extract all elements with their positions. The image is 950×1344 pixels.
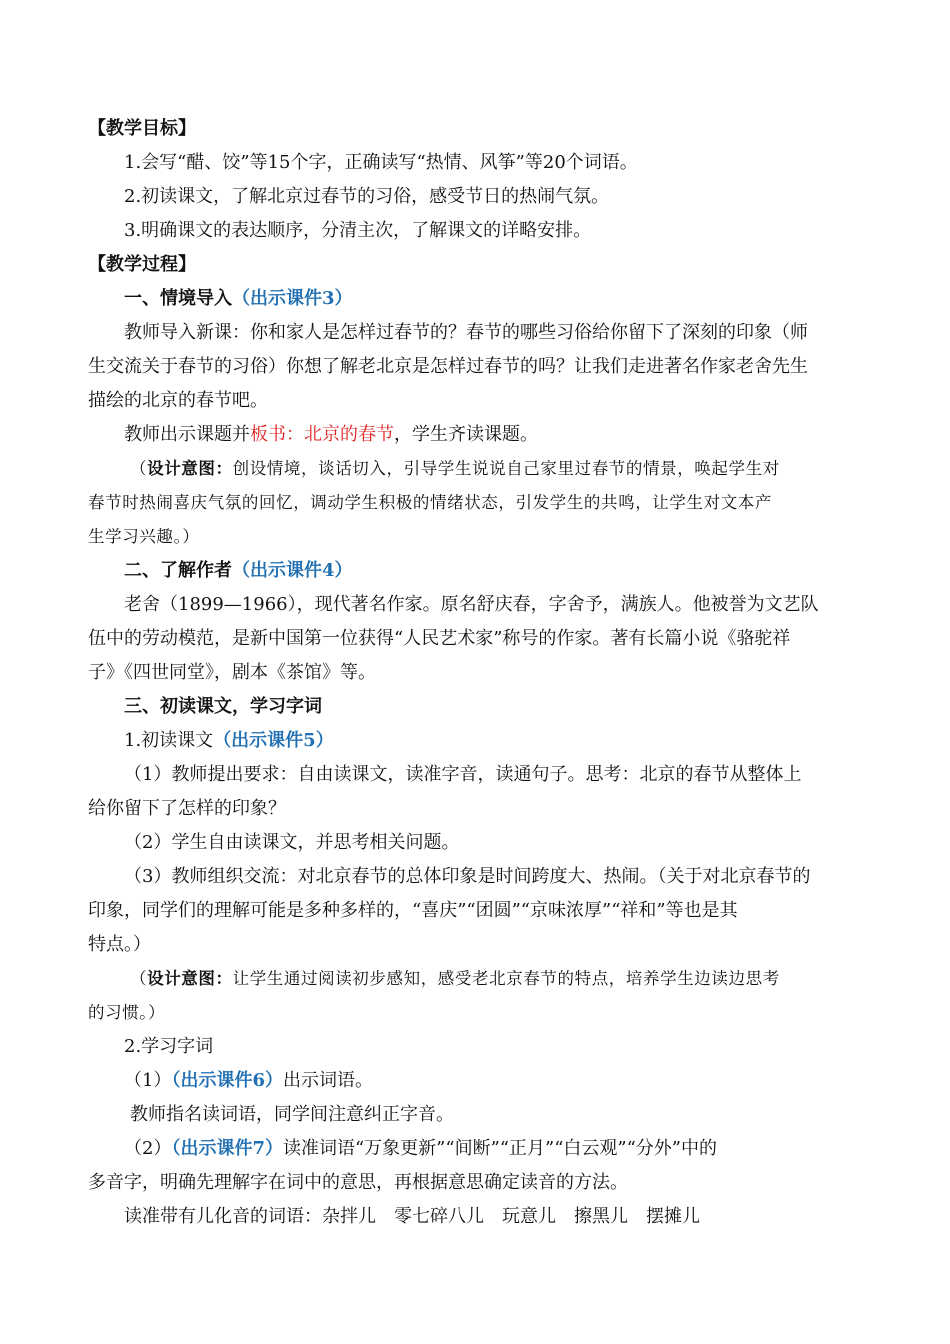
paragraph-line: 描绘的北京的春节吧。	[88, 390, 268, 411]
design-intent-line: 春节时热闹喜庆气氛的回忆，调动学生积极的情绪状态，引发学生的共鸣，让学生对文本产	[88, 493, 772, 512]
goals-heading: 【教学目标】	[88, 118, 196, 139]
blackboard-title: 板书：北京的春节	[250, 424, 394, 445]
paragraph-line: 印象，同学们的理解可能是多种多样的，“喜庆”“团圆”“京味浓厚”“祥和”等也是其	[88, 900, 738, 921]
text-span: 创设情境，谈话切入，引导学生说说自己家里过春节的情景，唤起学生对	[232, 459, 780, 478]
goal-item: 2.初读课文，了解北京过春节的习俗，感受节日的热闹气氛。	[124, 186, 610, 207]
paragraph-line: 生交流关于春节的习俗）你想了解老北京是怎样过春节的吗？让我们走进著名作家老舍先生	[88, 356, 808, 377]
goal-item: 1.会写“醋、饺”等15个字，正确读写“热情、风筝”等20个词语。	[124, 152, 638, 173]
courseware-tag: （出示课件7）	[171, 1138, 283, 1159]
section-title-text: 二、了解作者	[124, 560, 232, 581]
section-2-title	[88, 554, 868, 588]
section-3-title: 三、初读课文，学习字词	[124, 696, 322, 717]
paragraph-line	[88, 418, 868, 452]
text-span: 读准词语“万象更新”“间断”“正月”“白云观”“分外”中的	[282, 1138, 718, 1159]
courseware-tag: （出示课件6）	[171, 1070, 283, 1091]
paragraph-line: 特点。）	[88, 934, 151, 955]
text-span: （2）	[124, 1138, 172, 1159]
design-intent	[88, 452, 868, 486]
paragraph-line: （2）学生自由读课文，并思考相关问题。	[124, 832, 460, 853]
courseware-tag: （出示课件5）	[213, 730, 334, 751]
text-span: 让学生通过阅读初步感知，感受老北京春节的特点，培养学生边读边思考	[232, 969, 780, 988]
courseware-tag: （出示课件3）	[232, 288, 353, 309]
design-intent-line: 生学习兴趣。）	[88, 527, 200, 546]
paragraph-line: 给你留下了怎样的印象？	[88, 798, 286, 819]
text-span: 出示词语。	[282, 1070, 373, 1091]
paragraph-line: 伍中的劳动模范，是新中国第一位获得“人民艺术家”称号的作家。著有长篇小说《骆驼祥	[88, 628, 791, 649]
text-span: （1）	[124, 1070, 172, 1091]
paragraph-line	[88, 1132, 868, 1166]
paragraph-line: 教师导入新课：你和家人是怎样过春节的？春节的哪些习俗给你留下了深刻的印象（师	[124, 322, 808, 343]
paragraph-line: 多音字，明确先理解字在词中的意思，再根据意思确定读音的方法。	[88, 1172, 628, 1193]
subsection-title: 2.学习字词	[124, 1036, 214, 1057]
design-intent-line: 的习惯。）	[88, 1003, 166, 1022]
courseware-tag: （出示课件4）	[232, 560, 353, 581]
text-span: ，学生齐读课题。	[394, 424, 538, 445]
text-span: （	[130, 969, 148, 988]
document-page	[88, 112, 868, 1234]
paragraph-line: （1）教师提出要求：自由读课文，读准字音，读通句子。思考：北京的春节从整体上	[124, 764, 802, 785]
subsection-title	[88, 724, 868, 758]
paragraph-line: 读准带有儿化音的词语：杂拌儿 零七碎八儿 玩意儿 擦黑儿 摆摊儿	[124, 1206, 700, 1227]
design-intent	[88, 962, 868, 996]
paragraph-line	[88, 1064, 868, 1098]
text-span: （	[130, 459, 148, 478]
paragraph-line: 老舍（1899—1966），现代著名作家。原名舒庆春，字舍予，满族人。他被誉为文艺队	[124, 594, 819, 615]
paragraph-line: 教师指名读词语，同学间注意纠正字音。	[130, 1104, 454, 1125]
design-label: 设计意图：	[147, 459, 233, 478]
goal-item: 3.明确课文的表达顺序，分清主次，了解课文的详略安排。	[124, 220, 592, 241]
process-heading: 【教学过程】	[88, 254, 196, 275]
text-span: 1.初读课文	[124, 730, 214, 751]
design-label: 设计意图：	[147, 969, 233, 988]
text-span: 教师出示课题并	[124, 424, 250, 445]
section-title-text: 一、情境导入	[124, 288, 232, 309]
section-1-title	[88, 282, 868, 316]
paragraph-line: （3）教师组织交流：对北京春节的总体印象是时间跨度大、热闹。（关于对北京春节的	[124, 866, 811, 887]
paragraph-line: 子》《四世同堂》，剧本《茶馆》等。	[88, 662, 376, 683]
